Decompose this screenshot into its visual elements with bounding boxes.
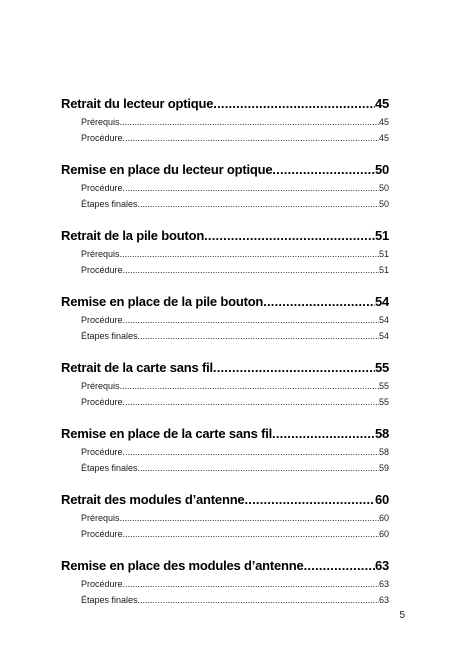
- toc-section: [61, 424, 389, 476]
- toc-sub-page: 51: [378, 249, 389, 259]
- toc-sub-label: Procédure: [81, 529, 123, 539]
- toc-heading-entry[interactable]: [61, 556, 389, 576]
- dot-leader: [272, 424, 375, 444]
- toc-section: [61, 160, 389, 212]
- toc-sub-entry[interactable]: [61, 460, 389, 476]
- toc-sub-label: Prérequis: [81, 117, 120, 127]
- toc-sub-label: Étapes finales: [81, 463, 138, 473]
- dot-leader: [123, 312, 379, 328]
- toc-heading-page: 54: [374, 294, 389, 309]
- toc-sub-page: 55: [378, 381, 389, 391]
- toc-heading-page: 63: [374, 558, 389, 573]
- page-number: 5: [399, 610, 405, 621]
- toc-sub-entry[interactable]: [61, 196, 389, 212]
- toc-sub-entry[interactable]: [61, 592, 389, 608]
- toc-heading-entry[interactable]: [61, 160, 389, 180]
- toc-section: [61, 226, 389, 278]
- table-of-contents: [61, 94, 389, 622]
- dot-leader: [123, 394, 379, 410]
- toc-heading-title: Retrait de la carte sans fil: [61, 360, 213, 375]
- toc-heading-page: 60: [374, 492, 389, 507]
- dot-leader: [123, 526, 379, 542]
- dot-leader: [120, 378, 379, 394]
- dot-leader: [120, 510, 379, 526]
- dot-leader: [204, 226, 375, 246]
- toc-sub-page: 63: [378, 595, 389, 605]
- toc-sub-page: 54: [378, 331, 389, 341]
- dot-leader: [244, 490, 374, 510]
- toc-heading-entry[interactable]: [61, 490, 389, 510]
- toc-sub-label: Étapes finales: [81, 199, 138, 209]
- toc-heading-entry[interactable]: [61, 226, 389, 246]
- toc-heading-title: Retrait des modules d’antenne: [61, 492, 245, 507]
- toc-sub-label: Procédure: [81, 315, 123, 325]
- toc-sub-entry[interactable]: [61, 444, 389, 460]
- toc-sub-entry[interactable]: [61, 262, 389, 278]
- dot-leader: [123, 444, 379, 460]
- toc-sub-label: Procédure: [81, 265, 123, 275]
- toc-sub-page: 45: [378, 133, 389, 143]
- dot-leader: [138, 328, 379, 344]
- dot-leader: [304, 556, 375, 576]
- toc-heading-page: 45: [374, 96, 389, 111]
- toc-section: [61, 556, 389, 608]
- toc-sub-page: 50: [378, 183, 389, 193]
- toc-heading-title: Remise en place de la pile bouton: [61, 294, 264, 309]
- toc-heading-entry[interactable]: [61, 424, 389, 444]
- toc-sub-entry[interactable]: [61, 328, 389, 344]
- dot-leader: [123, 180, 379, 196]
- toc-heading-title: Remise en place du lecteur optique: [61, 162, 273, 177]
- dot-leader: [123, 262, 379, 278]
- toc-sub-entry[interactable]: [61, 526, 389, 542]
- toc-section: [61, 292, 389, 344]
- toc-sub-page: 50: [378, 199, 389, 209]
- toc-sub-label: Prérequis: [81, 249, 120, 259]
- toc-sub-entry[interactable]: [61, 246, 389, 262]
- dot-leader: [213, 94, 375, 114]
- toc-heading-entry[interactable]: [61, 292, 389, 312]
- toc-heading-title: Remise en place de la carte sans fil: [61, 426, 273, 441]
- dot-leader: [138, 592, 379, 608]
- toc-heading-entry[interactable]: [61, 358, 389, 378]
- toc-section: [61, 358, 389, 410]
- toc-sub-entry[interactable]: [61, 510, 389, 526]
- toc-sub-page: 59: [378, 463, 389, 473]
- toc-heading-page: 50: [374, 162, 389, 177]
- toc-heading-page: 55: [374, 360, 389, 375]
- toc-sub-label: Étapes finales: [81, 595, 138, 605]
- toc-sub-entry[interactable]: [61, 180, 389, 196]
- toc-sub-label: Prérequis: [81, 381, 120, 391]
- toc-sub-entry[interactable]: [61, 312, 389, 328]
- toc-sub-label: Procédure: [81, 133, 123, 143]
- toc-sub-entry[interactable]: [61, 576, 389, 592]
- dot-leader: [120, 246, 379, 262]
- toc-sub-label: Procédure: [81, 447, 123, 457]
- toc-sub-label: Prérequis: [81, 513, 120, 523]
- toc-sub-page: 60: [378, 513, 389, 523]
- toc-heading-page: 51: [374, 228, 389, 243]
- toc-sub-label: Procédure: [81, 397, 123, 407]
- dot-leader: [138, 460, 379, 476]
- toc-heading-title: Retrait de la pile bouton: [61, 228, 205, 243]
- dot-leader: [123, 130, 379, 146]
- toc-heading-page: 58: [374, 426, 389, 441]
- toc-sub-page: 55: [378, 397, 389, 407]
- toc-heading-title: Retrait du lecteur optique: [61, 96, 214, 111]
- toc-sub-entry[interactable]: [61, 378, 389, 394]
- toc-heading-title: Remise en place des modules d’antenne: [61, 558, 304, 573]
- dot-leader: [123, 576, 379, 592]
- toc-sub-entry[interactable]: [61, 130, 389, 146]
- dot-leader: [263, 292, 375, 312]
- toc-heading-entry[interactable]: [61, 94, 389, 114]
- dot-leader: [120, 114, 379, 130]
- toc-section: [61, 94, 389, 146]
- toc-section: [61, 490, 389, 542]
- toc-sub-page: 60: [378, 529, 389, 539]
- dot-leader: [213, 358, 375, 378]
- toc-sub-label: Procédure: [81, 183, 123, 193]
- toc-sub-page: 63: [378, 579, 389, 589]
- toc-sub-entry[interactable]: [61, 394, 389, 410]
- toc-sub-label: Étapes finales: [81, 331, 138, 341]
- toc-sub-entry[interactable]: [61, 114, 389, 130]
- toc-sub-page: 45: [378, 117, 389, 127]
- toc-sub-page: 51: [378, 265, 389, 275]
- toc-sub-page: 58: [378, 447, 389, 457]
- toc-sub-page: 54: [378, 315, 389, 325]
- dot-leader: [272, 160, 375, 180]
- toc-sub-label: Procédure: [81, 579, 123, 589]
- dot-leader: [138, 196, 379, 212]
